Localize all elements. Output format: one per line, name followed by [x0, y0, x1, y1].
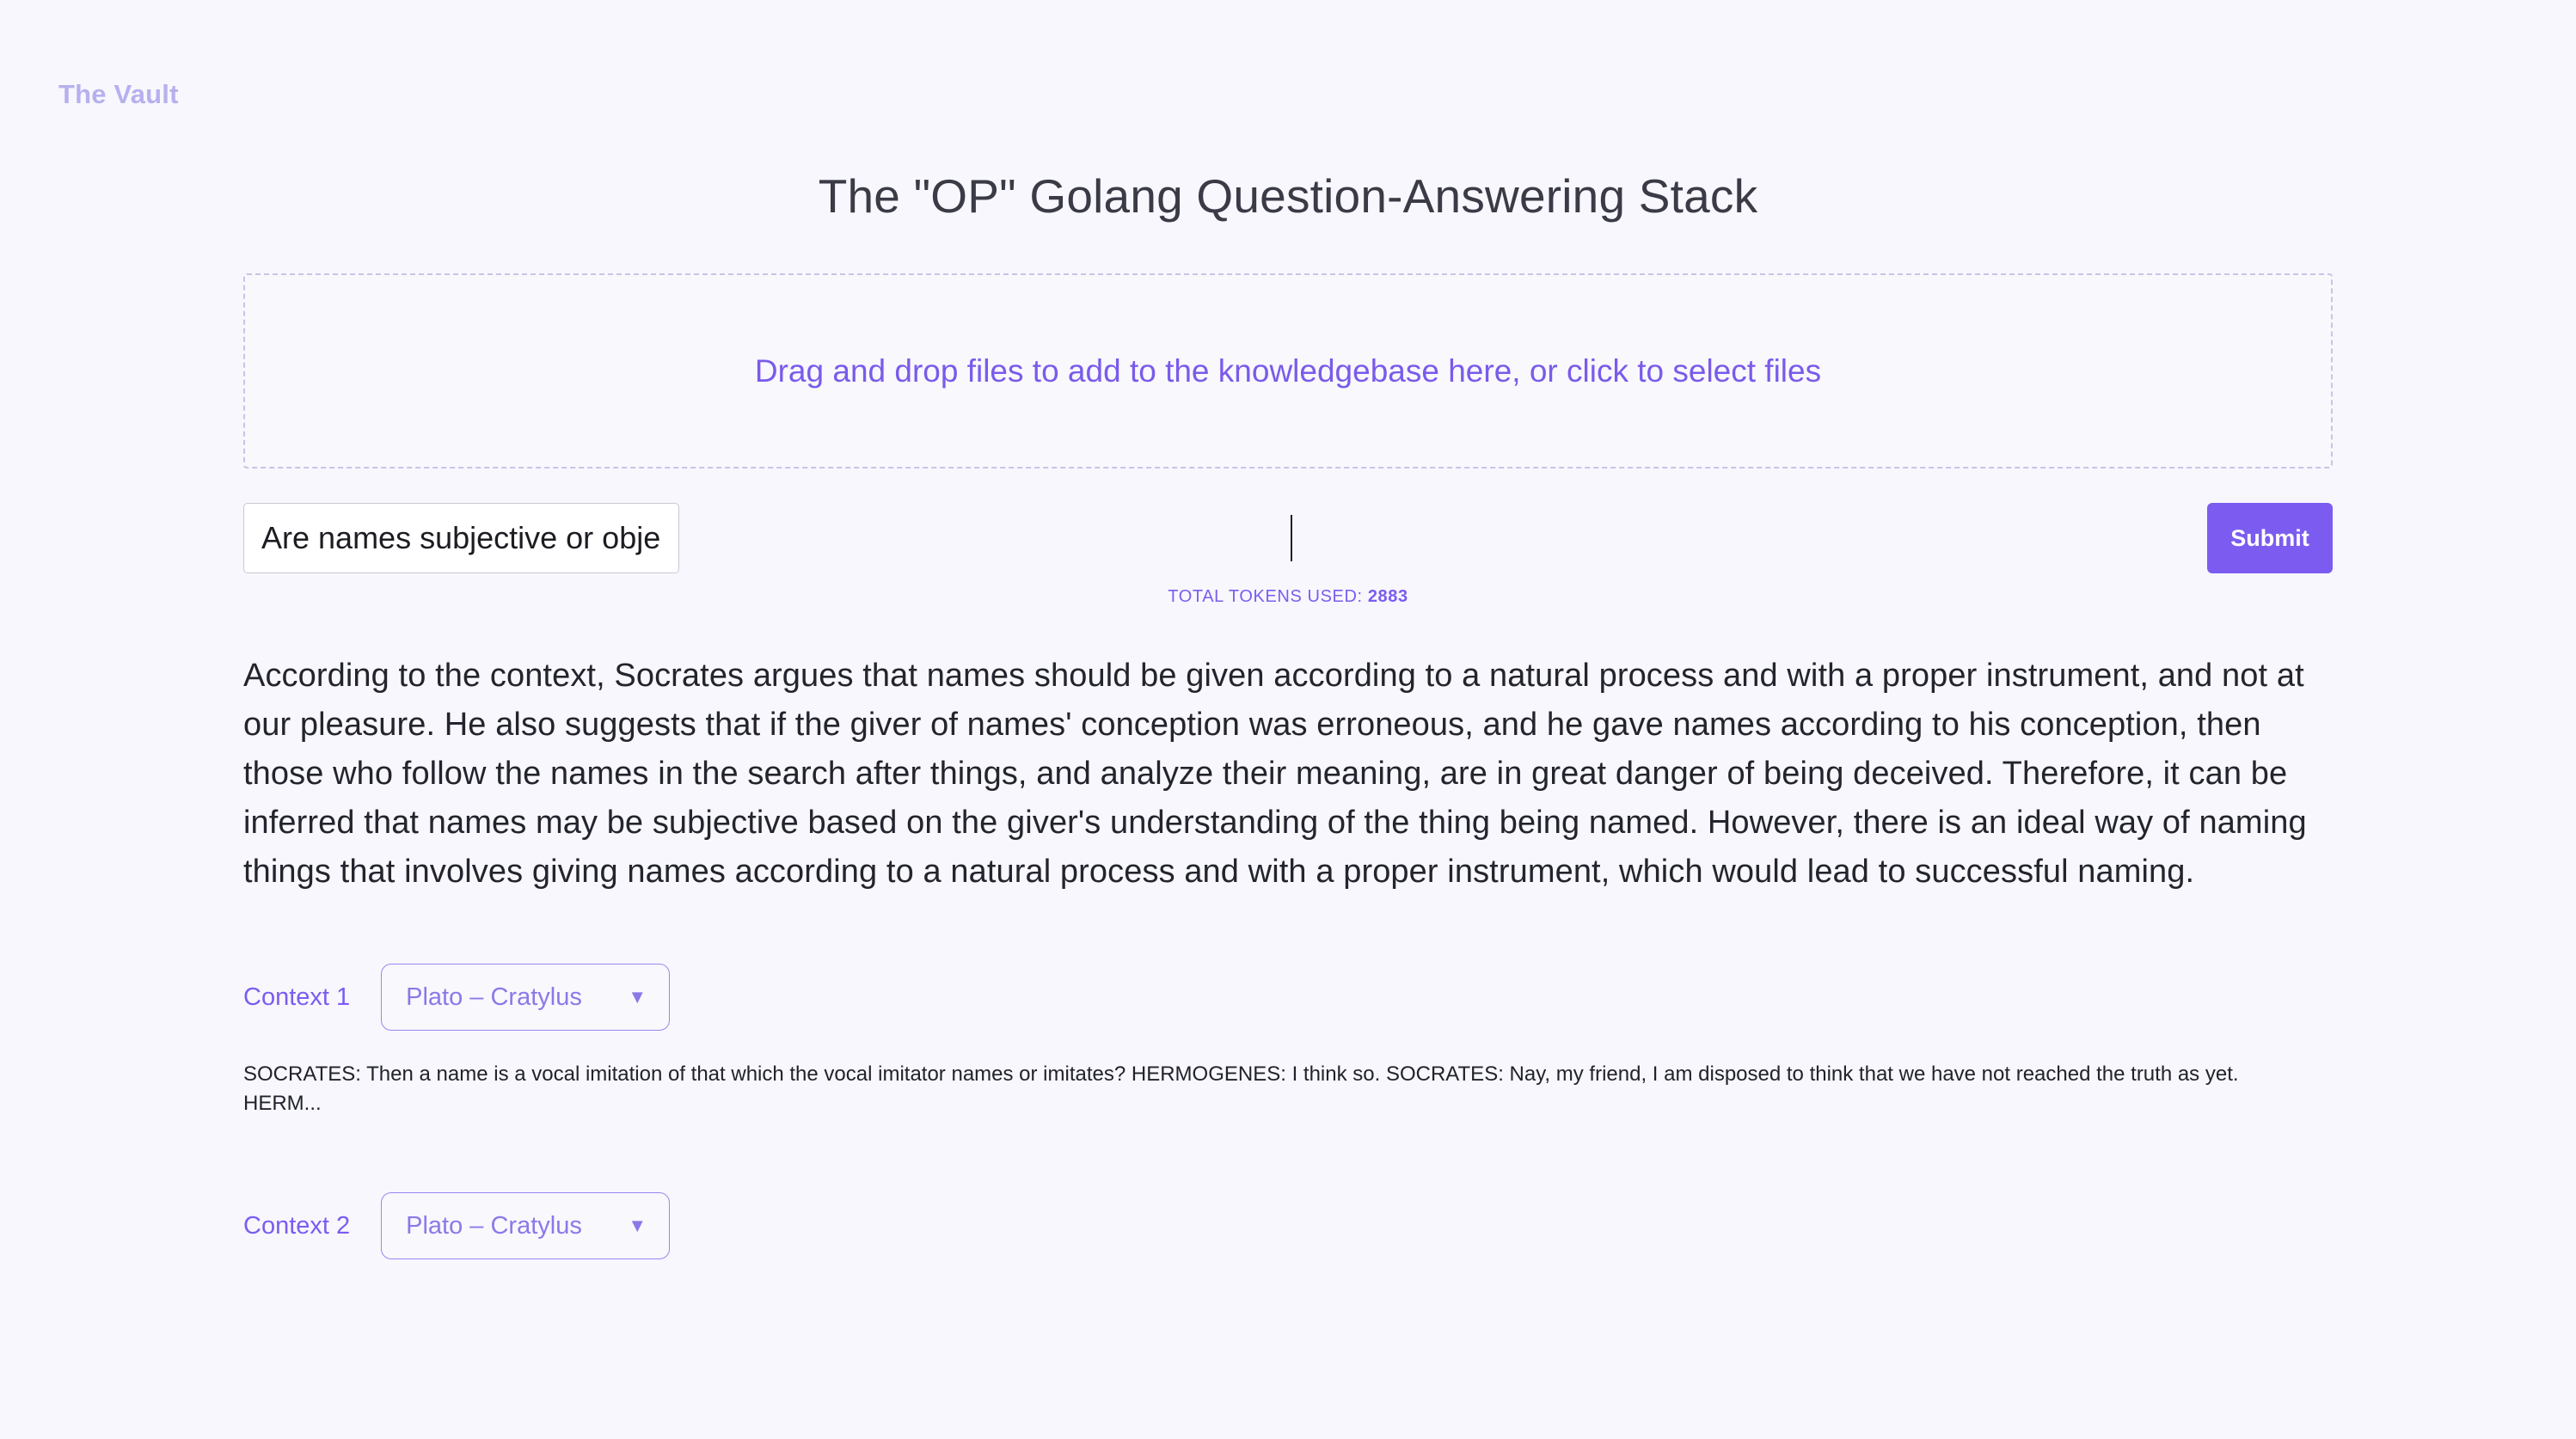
token-usage: [243, 587, 2333, 607]
token-usage-label: TOTAL TOKENS USED:: [1168, 587, 1368, 606]
answer-text: According to the context, Socrates argues that names should be given according to a natural process and with a proper instrument, and not at our pleasure. He also suggests that if the giver of names' conception was erroneous, and he gave names according to his conception, then those who follow the names in the search after things, and analyze their meaning, are in great danger of being deceived. Therefore, it can be inferred that names may be subjective based on the giver's understanding of the thing being named. However, there is an ideal way of naming things that involves giving names according to a natural process and with a proper instrument, which would lead to successful naming.: [243, 658, 2307, 890]
context-label-2: Context 2: [243, 1211, 351, 1240]
file-dropzone[interactable]: [243, 273, 2333, 468]
chevron-down-icon: ▼: [628, 986, 647, 1007]
context-block-2: [243, 1192, 2333, 1259]
query-input-wrap: [243, 503, 2192, 573]
context-snippet-1: SOCRATES: Then a name is a vocal imitation of that which the vocal imitator names or imitates? HERMOGENES: I think so. SOCRATES: Nay, my friend, I am disposed to think that we have not reached the truth as yet. HERM...: [243, 1062, 2239, 1116]
context-header-1: [243, 964, 2333, 1031]
context-source-select-1[interactable]: [381, 964, 670, 1031]
text-caret: [1291, 515, 1292, 561]
file-dropzone-label: Drag and drop files to add to the knowledgebase here, or click to select files: [754, 352, 1822, 389]
context-source-select-2[interactable]: [381, 1192, 670, 1259]
context-header-2: [243, 1192, 2333, 1259]
app-brand: The Vault: [58, 79, 179, 109]
context-source-value-2: Plato – Cratylus: [406, 1211, 582, 1240]
page-title: The "OP" Golang Question-Answering Stack: [818, 169, 1758, 223]
query-row: [243, 503, 2333, 573]
context-source-value-1: Plato – Cratylus: [406, 983, 582, 1011]
submit-button[interactable]: Submit: [2207, 503, 2333, 573]
page-container: [243, 0, 2333, 1259]
chevron-down-icon: ▼: [628, 1215, 647, 1237]
query-input[interactable]: [243, 503, 679, 573]
token-usage-count: 2883: [1367, 587, 1408, 606]
context-label-1: Context 1: [243, 983, 351, 1011]
context-block-1: [243, 964, 2333, 1118]
